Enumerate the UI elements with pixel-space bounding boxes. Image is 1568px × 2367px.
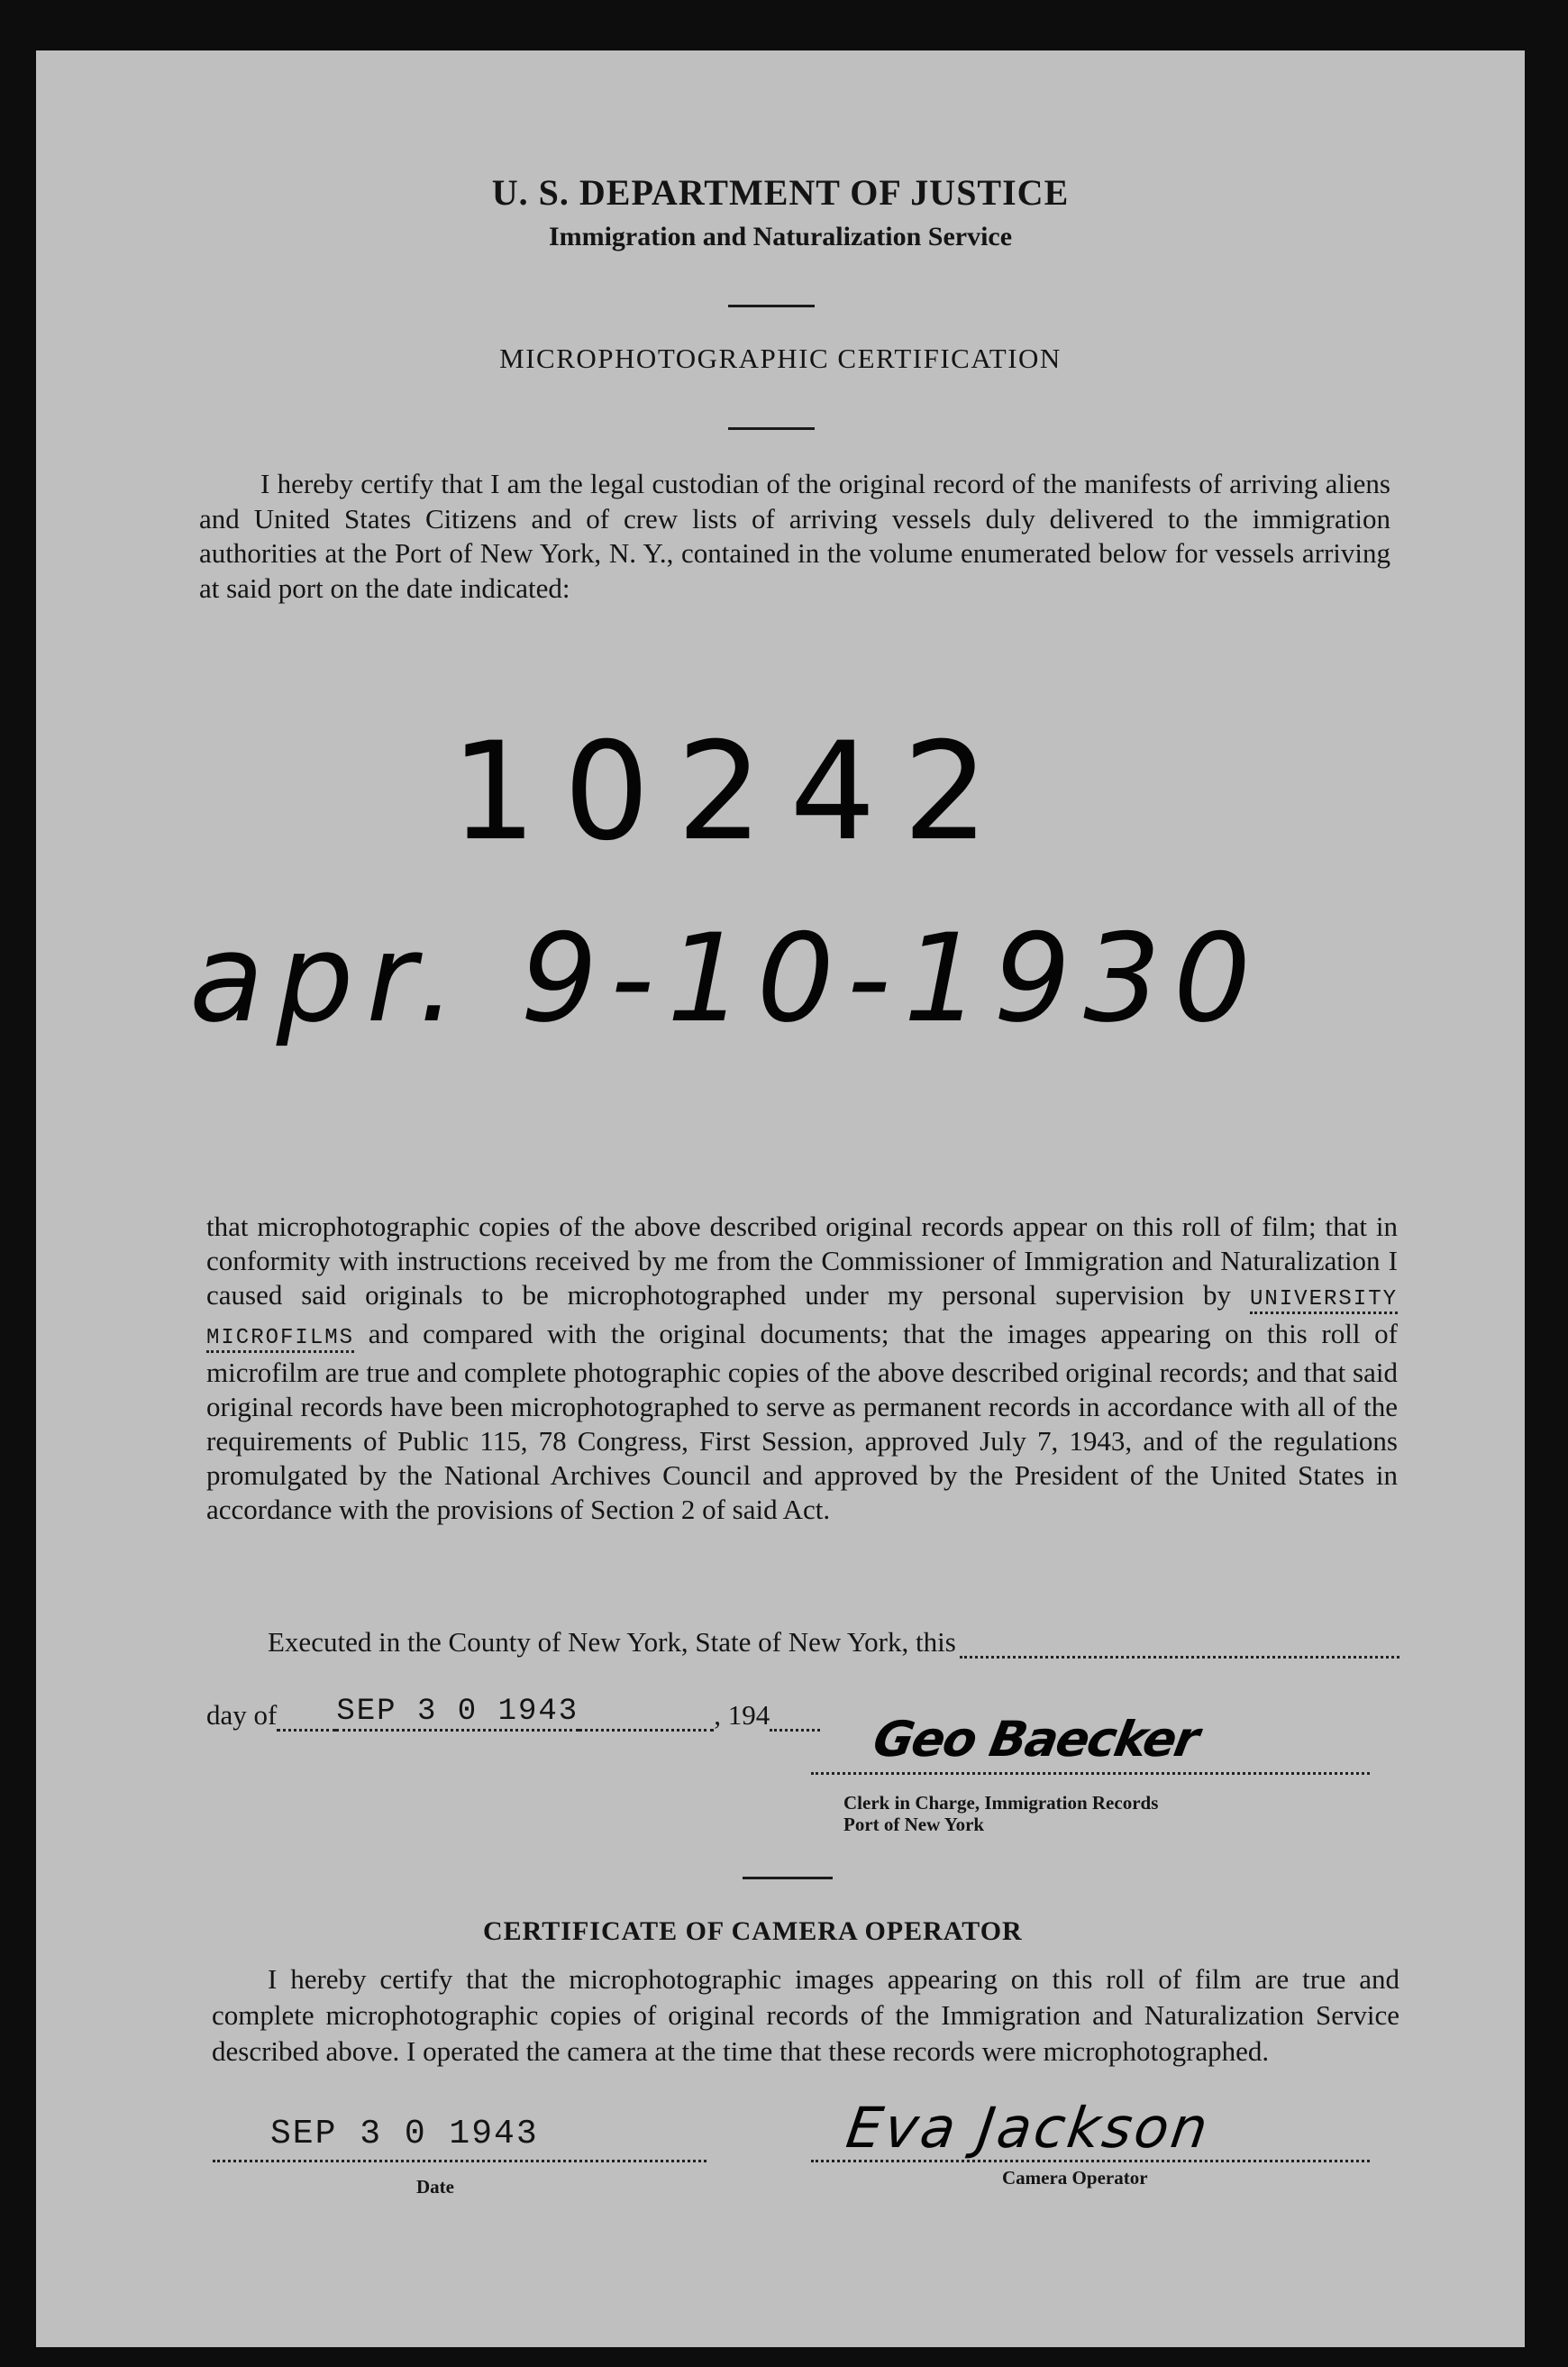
clerk-title: [843, 1792, 1158, 1835]
day-of-line: [206, 1695, 820, 1732]
signature-line: [811, 2160, 1370, 2162]
service-subtitle: Immigration and Naturalization Service: [548, 222, 1013, 251]
dotted-blank: [579, 1705, 714, 1732]
body-text-part1: that microphotographic copies of the above described original records appear on this roll of film; that in conformity with instructions received by me from the Commissioner of Immigration and Naturalization I caused said originals to be microphotographed under my personal supervision by: [206, 1211, 1398, 1311]
clerk-title-line1: Clerk in Charge, Immigration Records: [843, 1792, 1159, 1814]
date-line: [213, 2160, 707, 2162]
operator-date-stamp: SEP 3 0 1943: [270, 2115, 539, 2153]
handwritten-volume-number: 10242: [451, 714, 1016, 871]
body-paragraph: [206, 1210, 1398, 1527]
dotted-blank: [277, 1705, 336, 1732]
divider-rule: [728, 427, 815, 430]
dotted-blank: [960, 1632, 1399, 1659]
camera-operator-heading: CERTIFICATE OF CAMERA OPERATOR: [483, 1916, 1023, 1946]
date-label: Date: [416, 2176, 454, 2198]
handwritten-date: apr. 9-10-1930: [189, 908, 1264, 1049]
year-label: , 194: [714, 1699, 770, 1731]
divider-rule: [728, 305, 815, 307]
operator-label: Camera Operator: [1002, 2167, 1148, 2189]
photographed-by-field: UNIVERSITY MICROFILMS: [206, 1287, 1398, 1353]
department-title: U. S. DEPARTMENT OF JUSTICE: [491, 172, 1070, 213]
executed-line: [268, 1626, 1399, 1659]
camera-operator-text: I hereby certify that the microphotographic images appearing on this roll of film are true and complete microphotographic copies of original records of the Immigration and Naturalization Service described above. I operated the camera at the time that these records were microphotographed.: [212, 1963, 1399, 2067]
body-text-part2: and compared with the original documents; that the images appearing on this roll of microfilm are true and complete photographic copies of the above described original records; and that said original records have been microphotographed to serve as permanent records in accordance with all of the requirements of Public 115, 78 Congress, First Session, approved July 7, 1943, and of the regulations promulgated by the National Archives Council and approved by the President of the United States in accordance with the provisions of Section 2 of said Act.: [206, 1318, 1398, 1525]
operator-signature: Eva Jackson: [842, 2095, 1215, 2161]
signature-line: [811, 1772, 1370, 1775]
stamped-date: SEP 3 0 1943: [336, 1695, 579, 1732]
clerk-signature: Geo Baecker: [869, 1711, 1202, 1768]
certificate-page: [36, 50, 1525, 2347]
executed-text: Executed in the County of New York, State of New York, this: [268, 1626, 956, 1658]
day-of-label: day of: [206, 1699, 278, 1731]
intro-paragraph: I hereby certify that I am the legal custodian of the original record of the manifests of arriving aliens and United States Citizens and of crew lists of arriving vessels duly delivered to the immigration authorities at the Port of New York, N. Y., contained in the volume enumerated below for vessels arriving at said port on the date indicated:: [199, 468, 1390, 604]
certification-title: MICROPHOTOGRAPHIC CERTIFICATION: [499, 343, 1062, 374]
divider-rule: [743, 1877, 833, 1879]
clerk-title-line2: Port of New York: [843, 1814, 985, 1835]
dotted-blank: [770, 1705, 820, 1732]
